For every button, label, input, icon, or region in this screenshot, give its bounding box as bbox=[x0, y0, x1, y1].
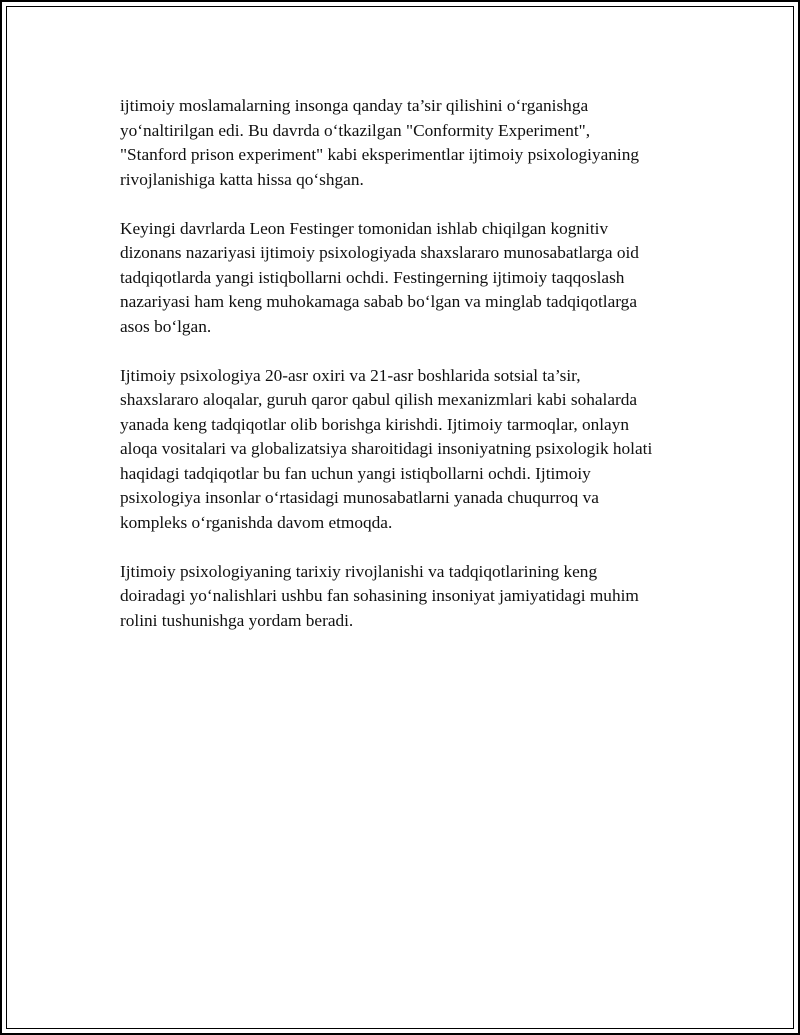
paragraph-4: Ijtimoiy psixologiyaning tarixiy rivojlanishi va tadqiqotlarining keng doiradagi yo‘nalishlari ushbu fan sohasining insoniyat jamiyatidagi muhim rolini tushunishga yordam beradi. bbox=[120, 561, 639, 630]
paragraph-3: Ijtimoiy psixologiya 20-asr oxiri va 21-asr boshlarida sotsial ta’sir, shaxslararo aloqalar, guruh qaror qabul qilish mexanizmlari kabi sohalarda yanada keng tadqiqotlar olib borishga kirishdi. Ijtimoiy tarmoqlar, onlayn aloqa vositalari va globalizatsiya sharoitidagi insoniyatning psixologik holati haqidagi tadqiqotlar bu fan uchun yangi istiqbollarni ochdi. Ijtimoiy psixologiya insonlar o‘rtasidagi munosabatlarni yanada chuqurroq va kompleks o‘rganishda davom etmoqda. bbox=[120, 365, 653, 532]
document-body bbox=[120, 94, 695, 658]
paragraph-1: ijtimoiy moslamalarning insonga qanday ta’sir qilishini o‘rganishga yo‘naltirilgan edi. Bu davrda o‘tkazilgan "Conformity Experiment", "Stanford prison experiment" kabi eksperimentlar ijtimoiy psixologiyaning rivojlanishiga katta hissa qo‘shgan. bbox=[120, 96, 640, 189]
paragraph-2: Keyingi davrlarda Leon Festinger tomonidan ishlab chiqilgan kognitiv dizonans nazariyasi ijtimoiy psixologiyada shaxslararo munosabatlarga oid tadqiqotlarda yangi istiqbollarni ochdi. Festingerning ijtimoiy taqqoslash nazariyasi ham keng muhokamaga sabab bo‘lgan va minglab tadqiqotlarga asos bo‘lgan. bbox=[120, 218, 639, 336]
